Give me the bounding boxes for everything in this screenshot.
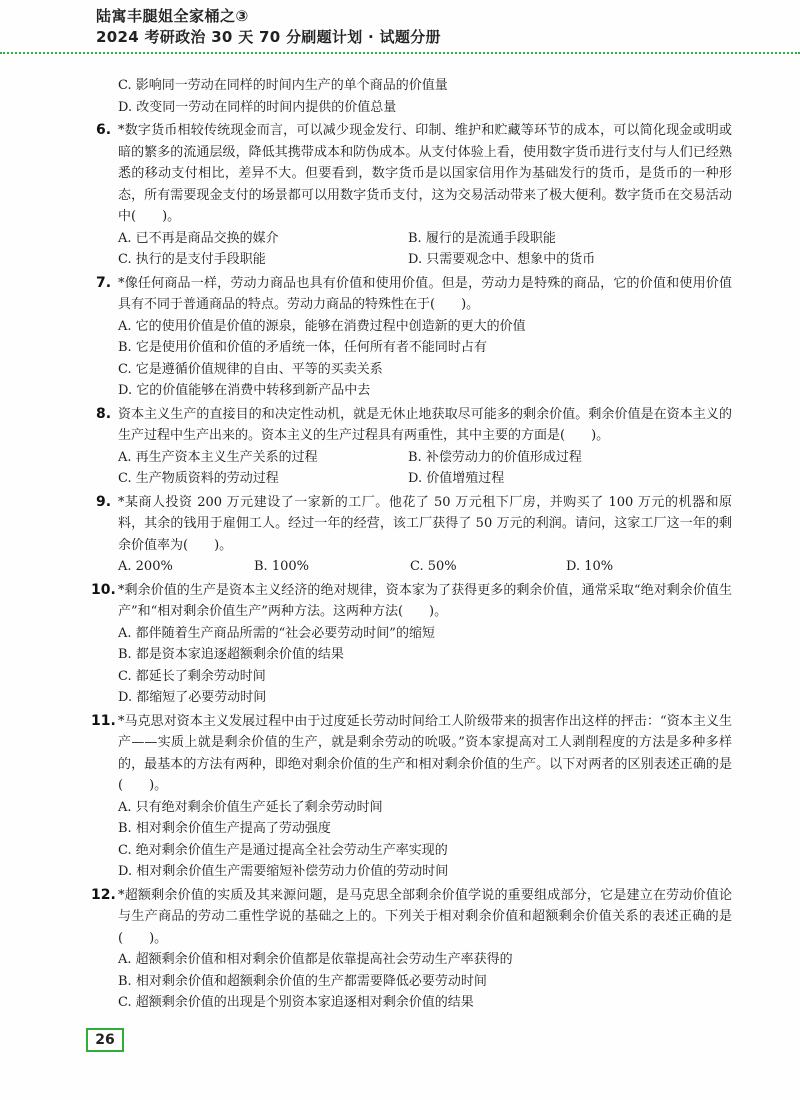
question-number: 11. [91, 712, 116, 729]
options [96, 623, 732, 709]
option: D. 改变同一劳动在同样的时间内提供的价值总量 [118, 99, 397, 115]
option-c: C. 绝对剩余价值生产是通过提高全社会劳动生产率实现的 [118, 842, 448, 858]
question-stem: *马克思对资本主义发展过程中由于过度延长劳动时间给工人阶级带来的损害作出这样的抨击：“资本主义生产——实质上就是剩余价值的生产，就是剩余劳动的吮吸。”资本家提高对工人剥削程度的方法是多种多样的，最基本的方法有两种，即绝对剩余价值的生产和相对剩余价值的生产。以下对两者的区别表述正确的是( )。 [118, 713, 732, 793]
option-c: C. 都延长了剩余劳动时间 [118, 668, 266, 684]
options [96, 949, 732, 1014]
option-a: A. 200% [118, 559, 173, 574]
question-6 [96, 120, 732, 271]
page-header [96, 6, 776, 47]
options [96, 556, 732, 578]
question-number: 9. [96, 493, 112, 510]
question-stem: *剩余价值的生产是资本主义经济的绝对规律，资本家为了获得更多的剩余价值，通常采取“绝对剩余价值生产”和“相对剩余价值生产”两种方法。这两种方法( )。 [118, 582, 732, 619]
option-b: B. 补偿劳动力的价值形成过程 [408, 449, 582, 465]
question-number: 12. [91, 886, 116, 903]
option-d: D. 都缩短了必要劳动时间 [118, 690, 267, 705]
question-stem: *像任何商品一样，劳动力商品也具有价值和使用价值。但是，劳动力是特殊的商品，它的价值和使用价值具有不同于普通商品的特点。劳动力商品的特殊性在于( )。 [118, 275, 732, 312]
option-c: C. 它是遵循价值规律的自由、平等的买卖关系 [118, 361, 383, 377]
question-stem: *某商人投资 200 万元建设了一家新的工厂。他花了 50 万元租下厂房，并购买了 100 万元的机器和原料，其余的钱用于雇佣工人。经过一年的经营，该工厂获得了 50 万元的利润。请问，这家工厂这一年的剩余价值率为( )。 [118, 494, 732, 553]
question-9 [96, 492, 732, 578]
question-11 [91, 711, 732, 883]
book-title: 2024 考研政治 30 天 70 分刷题计划 · 试题分册 [96, 28, 441, 46]
option-a: A. 只有绝对剩余价值生产延长了剩余劳动时间 [118, 799, 383, 815]
page-content [91, 75, 732, 1014]
option-d: D. 价值增殖过程 [408, 471, 505, 486]
option-c: C. 生产物质资料的劳动过程 [118, 471, 279, 486]
option-c: C. 50% [410, 559, 457, 574]
options [96, 447, 732, 490]
option-b: B. 相对剩余价值生产提高了劳动强度 [118, 821, 331, 836]
preceding-options [96, 75, 732, 118]
option-d: D. 只需要观念中、想象中的货币 [408, 252, 596, 267]
option-b: B. 履行的是流通手段职能 [408, 230, 556, 246]
series-title: 陆寓丰腿姐全家桶之③ [96, 7, 249, 25]
question-number: 10. [91, 581, 116, 598]
option-a: A. 都伴随着生产商品所需的“社会必要劳动时间”的缩短 [118, 625, 435, 641]
option-d: D. 相对剩余价值生产需要缩短补偿劳动力价值的劳动时间 [118, 864, 449, 879]
question-7 [96, 273, 732, 402]
question-stem: *数字货币相较传统现金而言，可以减少现金发行、印制、维护和贮藏等环节的成本，可以简化现金或明或暗的繁多的流通层级，降低其携带成本和防伪成本。从支付体验上看，使用数字货币进行支付与人们已经熟悉的移动支付相比，差异不大。但要看到，数字货币是以国家信用作为基础发行的货币，是货币的一种形态，所有需要现金支付的场景都可以用数字货币支付，这为交易活动带来了极大便利。数字货币在交易活动中( )。 [118, 123, 732, 224]
question-10 [91, 580, 732, 709]
question-stem: 资本主义生产的直接目的和决定性动机，就是无休止地获取尽可能多的剩余价值。剩余价值是在资本主义的生产过程中生产出来的。资本主义的生产过程具有两重性，其中主要的方面是( )。 [118, 406, 732, 443]
option: C. 影响同一劳动在同样的时间内生产的单个商品的价值量 [118, 78, 448, 93]
question-12 [91, 885, 732, 1014]
option-a: A. 它的使用价值是价值的源泉，能够在消费过程中创造新的更大的价值 [118, 318, 526, 334]
option-c: C. 执行的是支付手段职能 [118, 252, 266, 267]
option-a: A. 再生产资本主义生产关系的过程 [118, 449, 318, 465]
option-a: A. 超额剩余价值和相对剩余价值都是依靠提高社会劳动生产率获得的 [118, 952, 513, 967]
option-d: D. 10% [566, 559, 614, 574]
page-number: 26 [86, 1028, 124, 1052]
option-c: C. 超额剩余价值的出现是个别资本家追逐相对剩余价值的结果 [118, 995, 474, 1010]
header-dotted-divider [0, 52, 800, 54]
question-number: 7. [96, 274, 112, 291]
question-number: 6. [96, 122, 112, 138]
question-number: 8. [96, 405, 112, 422]
options [96, 228, 732, 271]
question-stem: *超额剩余价值的实质及其来源问题，是马克思全部剩余价值学说的重要组成部分，它是建立在劳动价值论与生产商品的劳动二重性学说的基础之上的。下列关于相对剩余价值和超额剩余价值关系的表述正确的是( )。 [118, 887, 732, 946]
question-8 [96, 404, 732, 490]
options [96, 797, 732, 883]
option-d: D. 它的价值能够在消费中转移到新产品中去 [118, 383, 371, 398]
options [96, 316, 732, 402]
option-b: B. 100% [254, 559, 309, 574]
option-b: B. 它是使用价值和价值的矛盾统一体，任何所有者不能同时占有 [118, 340, 487, 355]
option-b: B. 都是资本家追逐超额剩余价值的结果 [118, 647, 344, 662]
option-b: B. 相对剩余价值和超额剩余价值的生产都需要降低必要劳动时间 [118, 973, 487, 989]
option-a: A. 已不再是商品交换的媒介 [118, 230, 279, 246]
